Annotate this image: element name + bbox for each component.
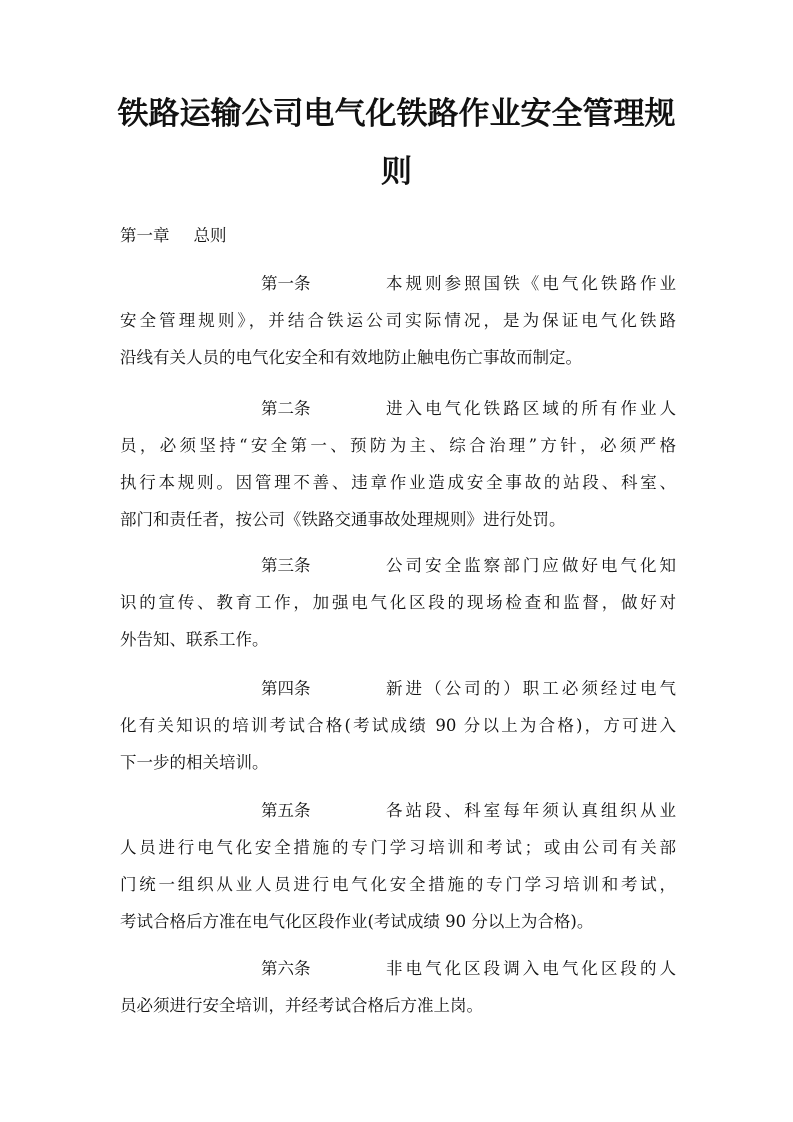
article-6 bbox=[120, 955, 676, 1029]
article-1 bbox=[120, 270, 676, 381]
chapter-heading bbox=[120, 222, 227, 250]
article-text-line: 员必须进行安全培训，并经考试合格后方准上岗。 bbox=[120, 996, 483, 1015]
article-lead-text: 新进（公司的）职工必须经过电气 bbox=[386, 679, 676, 698]
article-lead-text: 各站段、科室每年须认真组织从业 bbox=[386, 801, 676, 820]
article-label: 第三条 bbox=[261, 556, 311, 575]
article-text-line: 门统一组织从业人员进行电气化安全措施的专门学习培训和考试， bbox=[120, 875, 676, 894]
article-text-line: 沿线有关人员的电气化安全和有效地防止触电伤亡事故而制定。 bbox=[120, 348, 582, 367]
article-2 bbox=[120, 395, 676, 543]
article-label: 第五条 bbox=[261, 801, 311, 820]
article-3 bbox=[120, 552, 676, 663]
article-5 bbox=[120, 797, 676, 945]
article-lead-text: 非电气化区段调入电气化区段的人 bbox=[386, 959, 676, 978]
article-label: 第四条 bbox=[261, 679, 311, 698]
article-text-line: 考试合格后方准在电气化区段作业(考试成绩 90 分以上为合格)。 bbox=[120, 912, 594, 931]
article-text-line: 安全管理规则》，并结合铁运公司实际情况，是为保证电气化铁路 bbox=[120, 311, 676, 330]
article-text-line: 识的宣传、教育工作，加强电气化区段的现场检查和监督，做好对 bbox=[120, 593, 676, 612]
chapter-name: 总则 bbox=[193, 226, 227, 245]
article-lead-text: 本规则参照国铁《电气化铁路作业 bbox=[386, 274, 676, 293]
article-lead-text: 进入电气化铁路区域的所有作业人 bbox=[386, 399, 676, 418]
article-label: 第一条 bbox=[261, 274, 311, 293]
article-text-line: 外告知、联系工作。 bbox=[120, 630, 269, 649]
article-4 bbox=[120, 675, 676, 786]
document-title-line-1: 铁路运输公司电气化铁路作业安全管理规 bbox=[117, 96, 676, 132]
article-label: 第二条 bbox=[261, 399, 311, 418]
article-text-line: 下一步的相关培训。 bbox=[120, 753, 269, 772]
article-text-line: 化有关知识的培训考试合格(考试成绩 90 分以上为合格)，方可进入 bbox=[120, 716, 676, 735]
document-title-line-2: 则 bbox=[381, 154, 412, 190]
article-text-line: 人员进行电气化安全措施的专门学习培训和考试；或由公司有关部 bbox=[120, 838, 676, 857]
article-text-line: 部门和责任者，按公司《铁路交通事故处理规则》进行处罚。 bbox=[120, 510, 566, 529]
article-text-line: 执行本规则。因管理不善、违章作业造成安全事故的站段、科室、 bbox=[120, 473, 676, 492]
article-label: 第六条 bbox=[261, 959, 311, 978]
article-text-line: 员，必须坚持“安全第一、预防为主、综合治理”方针，必须严格 bbox=[120, 436, 676, 455]
chapter-number: 第一章 bbox=[120, 226, 170, 245]
article-lead-text: 公司安全监察部门应做好电气化知 bbox=[386, 556, 676, 575]
